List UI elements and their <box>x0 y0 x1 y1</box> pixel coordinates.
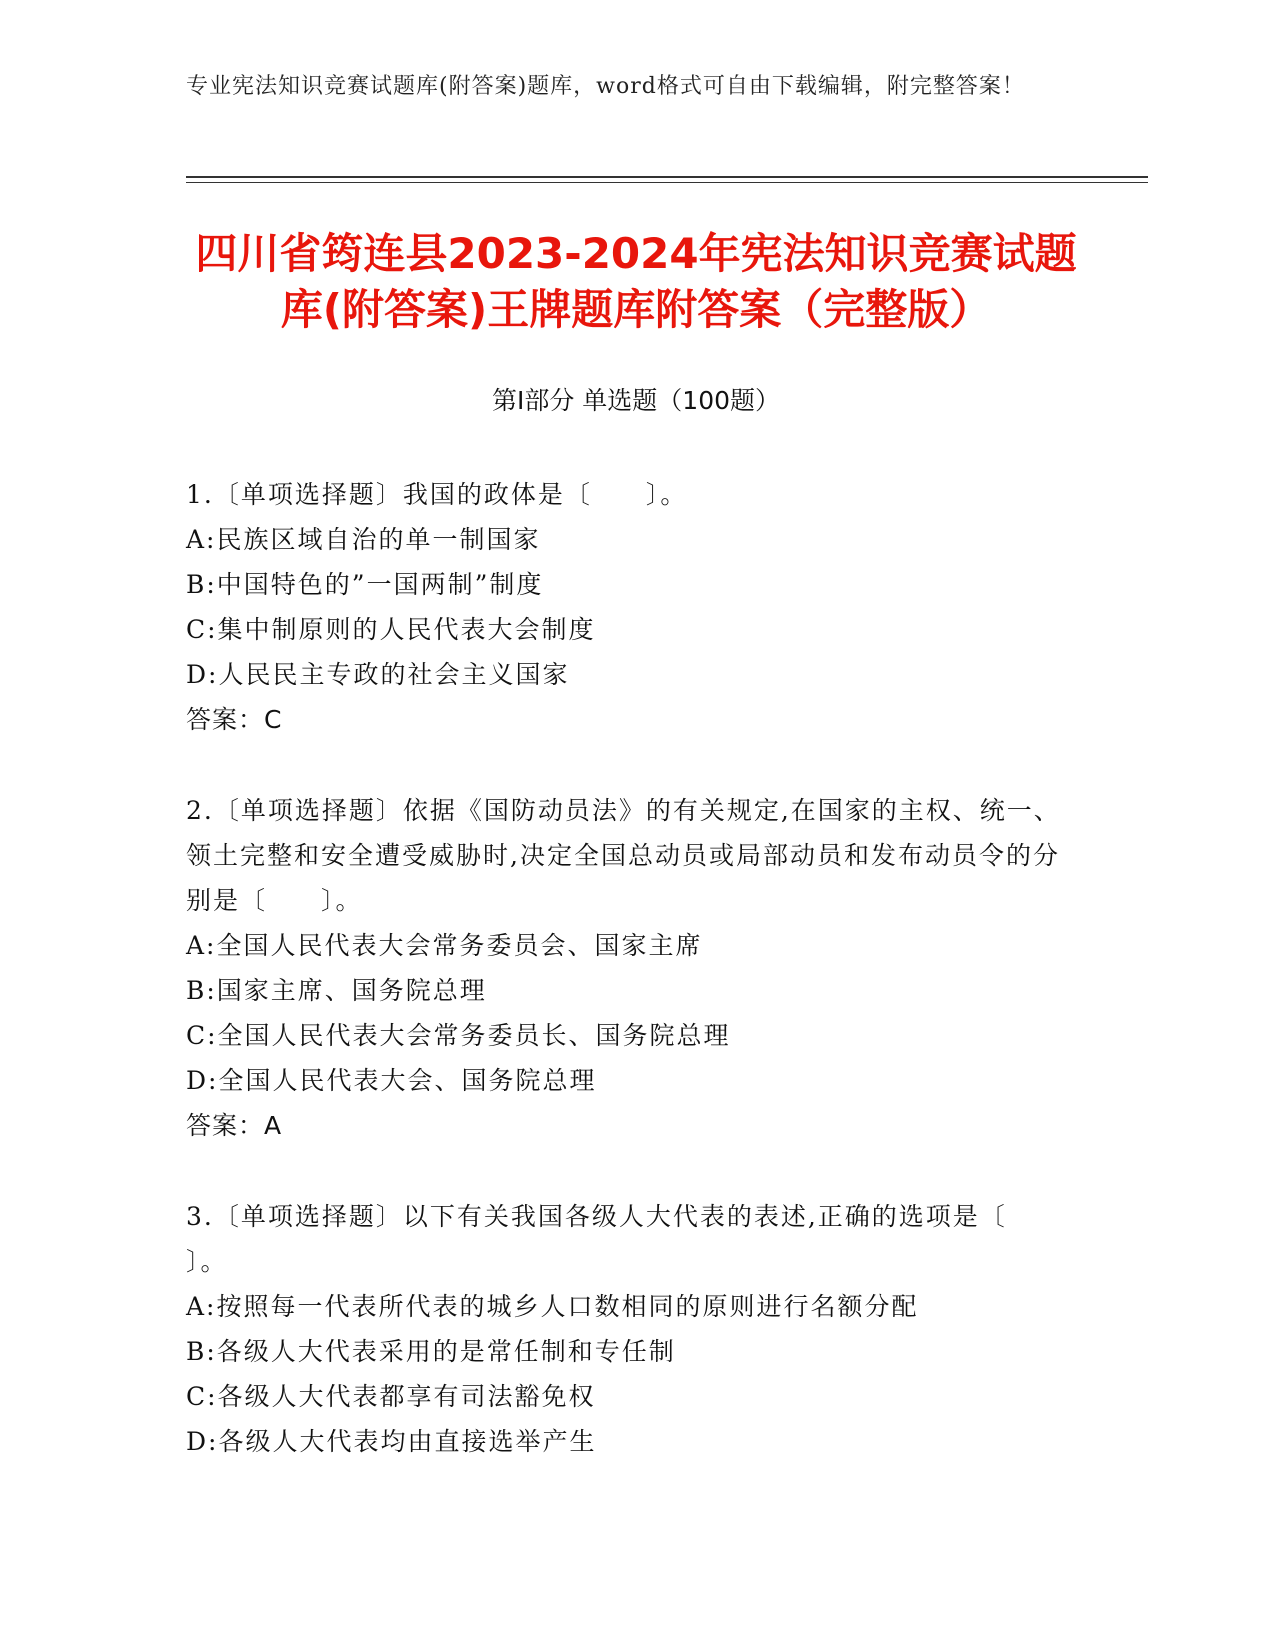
answer: 答案：A <box>186 1111 283 1140</box>
option-c: C:集中制原则的人民代表大会制度 <box>186 615 596 644</box>
question-1 <box>186 472 1066 742</box>
header-divider-thin <box>186 182 1148 183</box>
option-b: B:国家主席、国务院总理 <box>186 976 487 1005</box>
option-b: B:各级人大代表采用的是常任制和专任制 <box>186 1337 676 1366</box>
document-title: 四川省筠连县2023-2024年宪法知识竞赛试题库(附答案)王牌题库附答案（完整版） <box>195 229 1077 334</box>
option-d: D:人民民主专政的社会主义国家 <box>186 660 570 689</box>
option-a: A:全国人民代表大会常务委员会、国家主席 <box>186 931 703 960</box>
option-d: D:各级人大代表均由直接选举产生 <box>186 1427 597 1456</box>
answer: 答案：C <box>186 705 283 734</box>
option-a: A:民族区域自治的单一制国家 <box>186 525 541 554</box>
option-a: A:按照每一代表所代表的城乡人口数相同的原则进行名额分配 <box>186 1292 919 1321</box>
question-stem: 2.〔单项选择题〕依据《国防动员法》的有关规定,在国家的主权、统一、领土完整和安全遭受威胁时,决定全国总动员或局部动员和发布动员令的分别是〔 〕。 <box>186 796 1061 915</box>
question-stem: 3.〔单项选择题〕以下有关我国各级人大代表的表述,正确的选项是〔 〕。 <box>186 1202 1061 1276</box>
option-d: D:全国人民代表大会、国务院总理 <box>186 1066 597 1095</box>
section-title: 第Ⅰ部分 单选题（100题） <box>491 386 781 415</box>
option-c: C:各级人大代表都享有司法豁免权 <box>186 1382 596 1411</box>
question-2 <box>186 788 1066 1148</box>
question-3 <box>186 1194 1066 1464</box>
header-divider-thick <box>186 176 1148 178</box>
option-b: B:中国特色的”一国两制”制度 <box>186 570 544 599</box>
question-stem: 1.〔单项选择题〕我国的政体是〔 〕。 <box>186 480 688 509</box>
question-list <box>186 472 1066 1510</box>
option-c: C:全国人民代表大会常务委员长、国务院总理 <box>186 1021 731 1050</box>
header-note: 专业宪法知识竞赛试题库(附答案)题库，word格式可自由下载编辑，附完整答案！ <box>186 74 1025 99</box>
